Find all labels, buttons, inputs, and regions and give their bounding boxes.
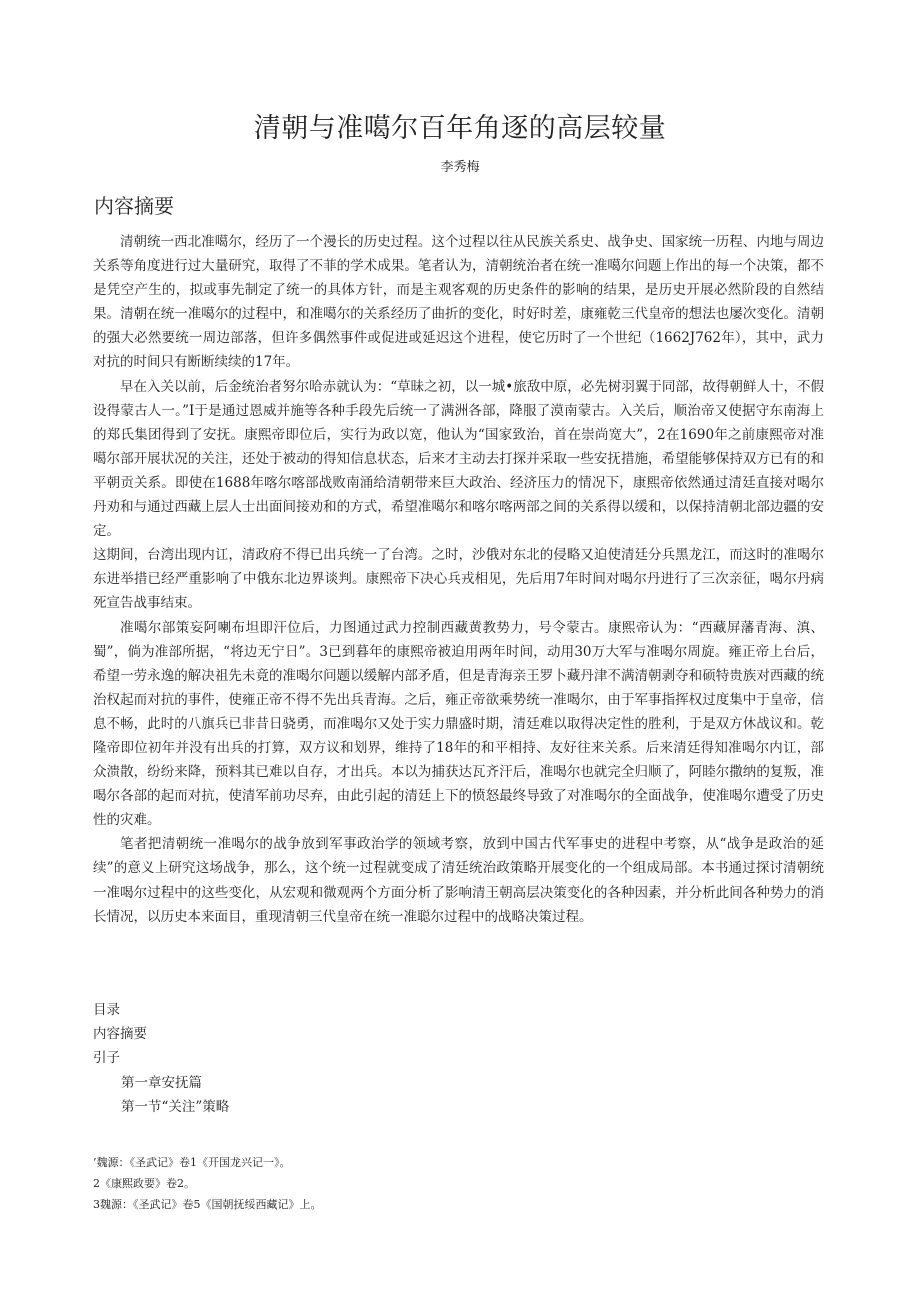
toc-heading: 目录	[93, 1002, 120, 1018]
footnote-3: 3魏源：《圣武记》卷5《国朝抚绥西藏记》上。	[93, 1198, 322, 1211]
author-name: 李秀梅	[440, 160, 480, 175]
abstract-body	[93, 230, 824, 929]
table-of-contents	[93, 998, 824, 1119]
toc-item-chapter-1[interactable]: 第一章安抚篇	[121, 1074, 202, 1091]
abstract-paragraph-1: 清朝统一西北准噶尔，经历了一个漫长的历史过程。这个过程以往从民族关系史、战争史、国家统一历程、内地与周边关系等角度进行过大量研究，取得了不菲的学术成果。笔者认为，清朝统治者在统一准噶尔问题上作出的每一个决策，都不是凭空产生的，拟或事先制定了统一的具体方针，而是主观客观的历史条件的影响的结果，是历史开展必然阶段的自然结果。清朝在统一准噶尔的过程中，和准噶尔的关系经历了曲折的变化，时好时差，康雍乾三代皇帝的想法也屡次变化。清朝的强大必然要统一周边部落，但许多偶然事件或促进或延迟这个进程，使它历时了一个世纪（1662J762年），其中，武力对抗的时间只有断断续续的17年。	[93, 234, 824, 371]
footnote-1: ’魏源：《圣武记》卷1《开国龙兴记一》。	[93, 1156, 291, 1169]
toc-item-prologue[interactable]: 引子	[93, 1050, 120, 1067]
toc-item-section-1[interactable]: 第一节“关注”策略	[121, 1098, 230, 1115]
toc-item-abstract[interactable]: 内容摘要	[93, 1026, 147, 1043]
abstract-paragraph-3: 这期间，台湾出现内讧，清政府不得已出兵统一了台湾。之时，沙俄对东北的侵略又迫使清廷分兵黑龙江，而这时的准喝尔东进举措已经严重影响了中俄东北边界谈判。康熙帝下决心兵戎相见，先后用7年时间对喝尔丹进行了三次亲征，喝尔丹病死宣告战事结束。	[93, 547, 824, 612]
document-title: 清朝与准噶尔百年角逐的高层较量	[253, 113, 667, 144]
footnote-2: 2《康熙政要》卷2。	[93, 1177, 195, 1190]
abstract-heading: 内容摘要	[94, 194, 174, 218]
footnotes	[93, 1152, 824, 1215]
abstract-paragraph-4: 准噶尔部策妄阿喇布坦即汗位后，力图通过武力控制西藏黄教势力，号令蒙古。康熙帝认为：“西藏屏藩青海、滇、蜀”，倘为准部所据，“将边无宁日”。3已到暮年的康熙帝被迫用两年时间，动用30万大军与准喝尔周旋。雍正帝上台后，希望一劳永逸的解决祖先未竟的准喝尔问题以缓解内部矛盾，但是青海亲王罗卜藏丹津不满清朝剥夺和硕特贵族对西藏的统治权起而对抗的事件，使雍正帝不得不先出兵青海。之后，雍正帝欲乘势统一准喝尔，由于军事指挥权过度集中于皇帝，信息不畅，此时的八旗兵已非昔日骁勇，而准喝尔又处于实力鼎盛时期，清廷难以取得决定性的胜利，于是双方休战议和。乾隆帝即位初年并没有出兵的打算，双方议和划界，维持了18年的和平相持、友好往来关系。后来清廷得知准喝尔内讧，部众溃散，纷纷来降，预料其已难以自存，才出兵。本以为捕获达瓦齐汗后，准喝尔也就完全归顺了，阿睦尔撒纳的复叛，准喝尔各部的起而对抗，使清军前功尽弃，由此引起的清廷上下的愤怒最终导致了对准喝尔的全面战争，使准喝尔遭受了历史性的灾难。	[93, 619, 824, 829]
abstract-paragraph-5: 笔者把清朝统一准喝尔的战争放到军事政治学的领域考察，放到中国古代军事史的进程中考察，从“战争是政治的延续”的意义上研究这场战争，那么，这个统一过程就变成了清廷统治政策略开展变化的一个组成局部。本书通过探讨清朝统一准喝尔过程中的这些变化，从宏观和微观两个方面分析了影响清王朝高层决策变化的各种因素，并分析此间各种势力的消长情况，以历史本来面目，重现清朝三代皇帝在统一准聪尔过程中的战略决策过程。	[93, 836, 824, 925]
abstract-paragraph-2: 早在入关以前，后金统治者努尔哈赤就认为：“草昧之初，以一城•旅敌中原，必先树羽翼于同部，故得朝鲜人十，不假设得蒙古人一。”I于是通过恩威并施等各种手段先后统一了满洲各部，降服了漠南蒙古。入关后，顺治帝又使据守东南海上的郑氏集团得到了安抚。康熙帝即位后，实行为政以宽，他认为“国家致治，首在崇尚宽大”，2在1690年之前康熙帝对准噶尔部开展状况的关注，还处于被动的得知信息状态，后来才主动去打探并采取一些安抚措施，希望能够保持双方已有的和平朝贡关系。即使在1688年喀尔喀部战败南涌给清朝带来巨大政治、经济压力的情况下，康熙帝依然通过清廷直接对喝尔丹劝和与通过西藏上层人士出面间接劝和的方式，希望准噶尔和喀尔喀两部之间的关系得以缓和，以保持清朝北部边疆的安定。	[93, 378, 824, 540]
